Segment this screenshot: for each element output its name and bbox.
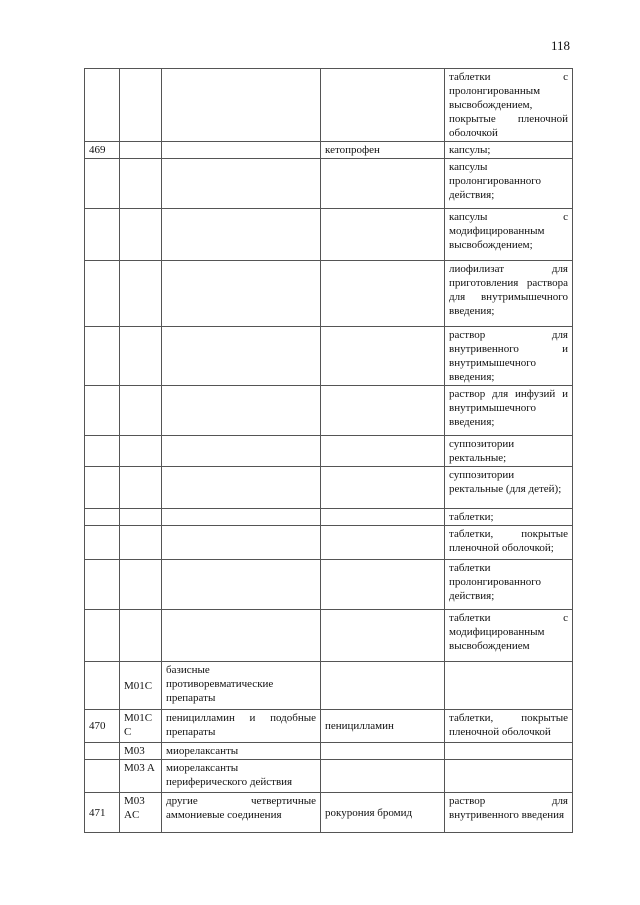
- row-number-cell: [85, 760, 120, 793]
- dosage-form-cell: таблетки, покрытые пленочной оболочкой: [445, 710, 573, 743]
- dosage-form-cell: капсулы с модифицированным высвобождением;: [445, 209, 573, 261]
- table-row: [85, 760, 573, 793]
- row-number-cell: 469: [85, 142, 120, 159]
- drug-name-cell: кетопрофен: [321, 142, 445, 159]
- drug-name-cell: [321, 209, 445, 261]
- pharmacological-group-cell: пеницилламин и подобные препараты: [162, 710, 321, 743]
- dosage-form-cell: суппозитории ректальные;: [445, 436, 573, 467]
- drug-name-cell: [321, 436, 445, 467]
- atc-code-cell: M03 A: [120, 760, 162, 793]
- atc-code-cell: [120, 69, 162, 142]
- table-row: [85, 142, 573, 159]
- row-number-cell: 470: [85, 710, 120, 743]
- atc-code-cell: [120, 142, 162, 159]
- drug-name-cell: [321, 526, 445, 560]
- row-number-cell: [85, 69, 120, 142]
- row-number-cell: [85, 662, 120, 710]
- atc-code-cell: [120, 159, 162, 209]
- table-row: [85, 662, 573, 710]
- row-number-cell: [85, 743, 120, 760]
- drug-name-cell: пеницилламин: [321, 710, 445, 743]
- table-row: [85, 209, 573, 261]
- row-number-cell: [85, 209, 120, 261]
- atc-code-cell: M03 AC: [120, 793, 162, 833]
- table-row: [85, 327, 573, 386]
- atc-code-cell: [120, 526, 162, 560]
- row-number-cell: [85, 509, 120, 526]
- pharmacological-group-cell: [162, 610, 321, 662]
- medication-table-body: [85, 69, 573, 833]
- drug-name-cell: [321, 69, 445, 142]
- atc-code-cell: [120, 209, 162, 261]
- drug-name-cell: [321, 261, 445, 327]
- dosage-form-cell: таблетки, покрытые пленочной оболочкой;: [445, 526, 573, 560]
- table-row: [85, 793, 573, 833]
- dosage-form-cell: [445, 760, 573, 793]
- pharmacological-group-cell: [162, 69, 321, 142]
- dosage-form-cell: раствор для внутривенного и внутримышечного введения;: [445, 327, 573, 386]
- drug-name-cell: [321, 159, 445, 209]
- pharmacological-group-cell: [162, 467, 321, 509]
- pharmacological-group-cell: [162, 159, 321, 209]
- drug-name-cell: [321, 610, 445, 662]
- pharmacological-group-cell: [162, 209, 321, 261]
- drug-name-cell: рокурония бромид: [321, 793, 445, 833]
- row-number-cell: [85, 467, 120, 509]
- drug-name-cell: [321, 386, 445, 436]
- drug-name-cell: [321, 327, 445, 386]
- atc-code-cell: [120, 610, 162, 662]
- table-row: [85, 261, 573, 327]
- drug-name-cell: [321, 662, 445, 710]
- drug-name-cell: [321, 467, 445, 509]
- dosage-form-cell: капсулы;: [445, 142, 573, 159]
- table-row: [85, 526, 573, 560]
- dosage-form-cell: таблетки с пролонгированным высвобождением, покрытые пленочной оболочкой: [445, 69, 573, 142]
- row-number-cell: [85, 526, 120, 560]
- row-number-cell: [85, 386, 120, 436]
- table-row: [85, 743, 573, 760]
- dosage-form-cell: таблетки пролонгированного действия;: [445, 560, 573, 610]
- row-number-cell: [85, 610, 120, 662]
- atc-code-cell: [120, 467, 162, 509]
- drug-name-cell: [321, 760, 445, 793]
- atc-code-cell: [120, 436, 162, 467]
- pharmacological-group-cell: [162, 386, 321, 436]
- drug-name-cell: [321, 509, 445, 526]
- row-number-cell: [85, 159, 120, 209]
- pharmacological-group-cell: [162, 560, 321, 610]
- table-row: [85, 467, 573, 509]
- dosage-form-cell: раствор для внутривенного введения: [445, 793, 573, 833]
- dosage-form-cell: капсулы пролонгированного действия;: [445, 159, 573, 209]
- atc-code-cell: [120, 261, 162, 327]
- row-number-cell: [85, 436, 120, 467]
- dosage-form-cell: [445, 743, 573, 760]
- page-number: 118: [550, 38, 570, 53]
- row-number-cell: 471: [85, 793, 120, 833]
- table-row: [85, 436, 573, 467]
- dosage-form-cell: таблетки;: [445, 509, 573, 526]
- pharmacological-group-cell: [162, 526, 321, 560]
- dosage-form-cell: [445, 662, 573, 710]
- atc-code-cell: [120, 327, 162, 386]
- table-row: [85, 710, 573, 743]
- table-row: [85, 610, 573, 662]
- atc-code-cell: [120, 509, 162, 526]
- table-row: [85, 509, 573, 526]
- pharmacological-group-cell: [162, 142, 321, 159]
- atc-code-cell: M01C: [120, 662, 162, 710]
- atc-code-cell: [120, 386, 162, 436]
- pharmacological-group-cell: миорелаксанты периферического действия: [162, 760, 321, 793]
- medication-table: [84, 68, 573, 833]
- table-row: [85, 69, 573, 142]
- pharmacological-group-cell: базисные противоревматические препараты: [162, 662, 321, 710]
- drug-name-cell: [321, 560, 445, 610]
- dosage-form-cell: лиофилизат для приготовления раствора для внутримышечного введения;: [445, 261, 573, 327]
- pharmacological-group-cell: [162, 436, 321, 467]
- pharmacological-group-cell: миорелаксанты: [162, 743, 321, 760]
- row-number-cell: [85, 560, 120, 610]
- row-number-cell: [85, 261, 120, 327]
- pharmacological-group-cell: [162, 261, 321, 327]
- dosage-form-cell: таблетки с модифицированным высвобождением: [445, 610, 573, 662]
- table-row: [85, 159, 573, 209]
- table-row: [85, 560, 573, 610]
- atc-code-cell: [120, 560, 162, 610]
- atc-code-cell: M01C C: [120, 710, 162, 743]
- pharmacological-group-cell: [162, 327, 321, 386]
- pharmacological-group-cell: [162, 509, 321, 526]
- atc-code-cell: M03: [120, 743, 162, 760]
- pharmacological-group-cell: другие четвертичные аммониевые соединения: [162, 793, 321, 833]
- dosage-form-cell: суппозитории ректальные (для детей);: [445, 467, 573, 509]
- table-row: [85, 386, 573, 436]
- row-number-cell: [85, 327, 120, 386]
- dosage-form-cell: раствор для инфузий и внутримышечного введения;: [445, 386, 573, 436]
- drug-name-cell: [321, 743, 445, 760]
